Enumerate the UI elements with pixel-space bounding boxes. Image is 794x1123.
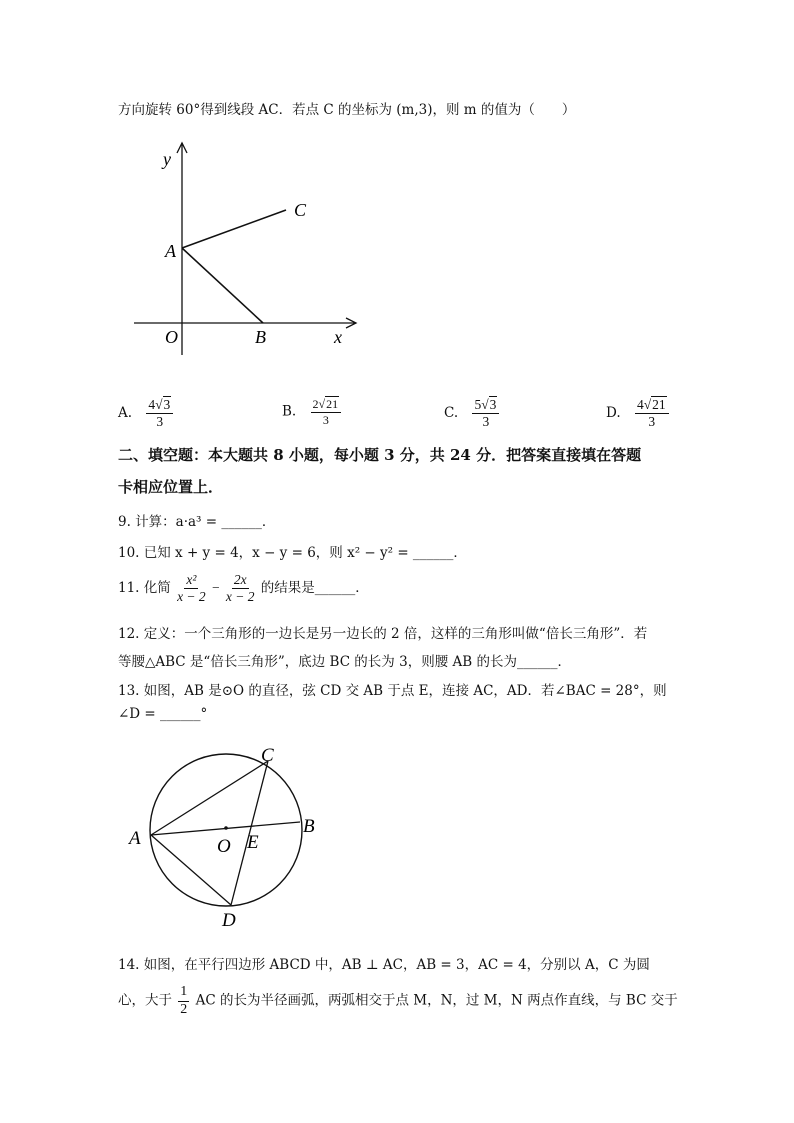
q14-line2: 心，大于 $\frac{1}{2}$ AC 的长为半径画弧，两弧相交于点 M，N，过 M，N 两点作直线，与 BC 交于 <box>118 984 678 1017</box>
q11: 11. 化简 $\frac{\text{x²}}{x - 2}$ − $\frac{2x}{x - 2}$ 的结果是______． <box>118 572 369 605</box>
option-letter: A. <box>118 405 133 422</box>
segment-ac <box>182 210 286 248</box>
circle-o <box>150 754 302 906</box>
q14-line1: 14. 如图，在平行四边形 ABCD 中，AB ⊥ AC，AB = 3，AC = 4，分别以 A，C 为圆 <box>118 957 650 973</box>
section2-heading-line2: 卡相应位置上． <box>118 478 224 496</box>
q12-line1: 12. 定义：一个三角形的一边长是另一边长的 2 倍，这样的三角形叫做“倍长三角形”．若 <box>118 626 648 642</box>
label-a: A <box>129 828 141 849</box>
q13-line2: ∠D = ______° <box>118 706 208 722</box>
option-letter: D. <box>606 405 621 422</box>
segment-ab <box>182 248 263 323</box>
q8-figure <box>120 135 380 355</box>
option-letter: B. <box>282 403 297 420</box>
option-letter: C. <box>444 405 459 422</box>
label-x: x <box>334 327 342 347</box>
label-c: C <box>261 745 274 766</box>
q12-line2: 等腰△ABC 是“倍长三角形”，底边 BC 的长为 3，则腰 AB 的长为______． <box>118 654 571 670</box>
label-e: E <box>247 832 259 853</box>
q8-stem: 方向旋转 60°得到线段 AC．若点 C 的坐标为 (m,3)，则 m 的值为（ ） <box>118 102 576 118</box>
label-b: B <box>303 816 315 837</box>
q8-option-a[interactable]: A. $\frac{4√3}{3}$ <box>118 398 175 429</box>
q9: 9. 计算：a·a³ = ______． <box>118 514 276 530</box>
q8-option-d[interactable]: D. $\frac{4√21}{3}$ <box>606 398 671 429</box>
label-a: A <box>165 241 176 261</box>
label-d: D <box>222 910 236 931</box>
q8-option-b[interactable]: B. $\frac{2√21}{3}$ <box>282 398 343 426</box>
label-y: y <box>163 149 171 169</box>
q8-option-c[interactable]: C. $\frac{5√3}{3}$ <box>444 398 501 429</box>
center-dot <box>224 826 228 830</box>
section2-heading-line1: 二、填空题：本大题共 8 小题，每小题 3 分，共 24 分．把答案直接填在答题 <box>118 446 642 464</box>
label-o: O <box>217 836 231 857</box>
label-b: B <box>255 327 266 347</box>
label-c: C <box>294 200 307 220</box>
segment-ac <box>151 761 268 835</box>
q13-figure <box>120 740 340 935</box>
q10: 10. 已知 x + y = 4，x − y = 6，则 x² − y² = ______． <box>118 545 467 561</box>
q13-line1: 13. 如图，AB 是⊙O 的直径，弦 CD 交 AB 于点 E，连接 AC，AD．若∠BAC = 28°，则 <box>118 683 667 699</box>
label-o: O <box>165 327 178 347</box>
